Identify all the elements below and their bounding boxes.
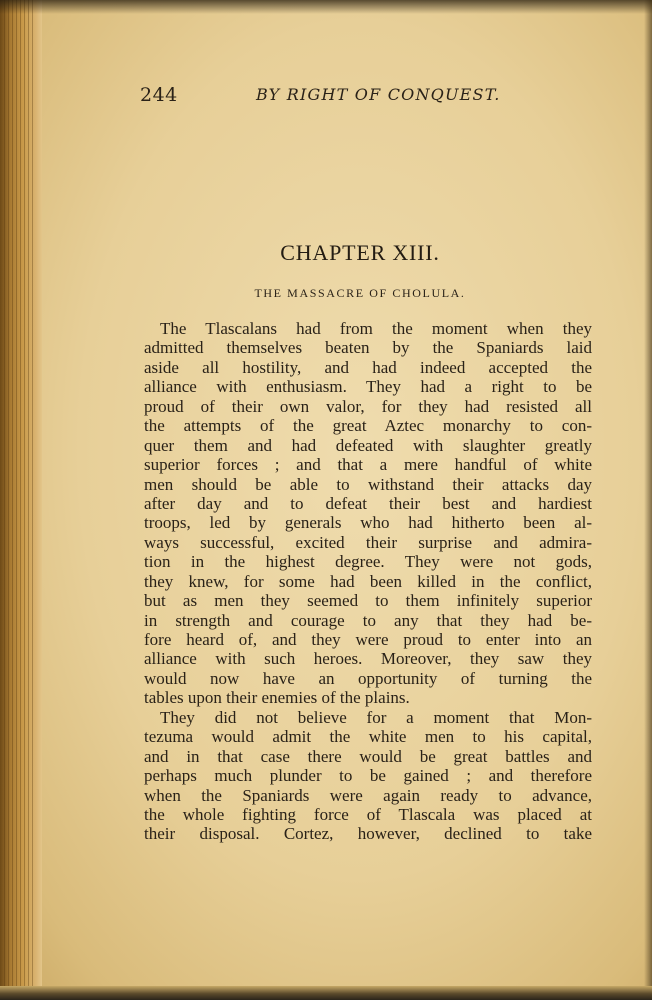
page-header: [140, 84, 501, 108]
right-page-edge: [644, 0, 652, 1000]
text-line: alliance with enthusiasm. They had a right to be: [144, 377, 592, 397]
text-line: their disposal. Cortez, however, declined to take: [144, 824, 592, 844]
text-line: the attempts of the great Aztec monarchy to con-: [144, 416, 592, 436]
text-line: superior forces ; and that a mere handful of white: [144, 455, 592, 475]
top-shadow: [0, 0, 652, 14]
text-line: The Tlascalans had from the moment when they: [160, 319, 592, 338]
bottom-page-edge: [0, 986, 652, 1000]
text-line: men should be able to withstand their attacks day: [144, 474, 592, 494]
text-line: admitted themselves beaten by the Spaniards laid: [144, 338, 592, 358]
text-line: tables upon their enemies of the plains.: [144, 688, 410, 708]
text-line: They did not believe for a moment that Mon-: [160, 707, 592, 727]
text-line: and in that case there would be great battles and: [144, 746, 592, 766]
text-line: they knew, for some had been killed in the conflict,: [144, 571, 592, 591]
text-line: when the Spaniards were again ready to advance,: [144, 785, 592, 805]
text-line: perhaps much plunder to be gained ; and therefore: [144, 766, 592, 786]
text-line: after day and to defeat their best and hardiest: [144, 493, 592, 513]
text-line: tezuma would admit the white men to his capital,: [144, 727, 592, 747]
book-spine: [0, 0, 42, 1000]
text-line: aside all hostility, and had indeed accepted the: [144, 357, 592, 377]
text-line: ways successful, excited their surprise and admira-: [144, 532, 592, 552]
page-number: 244: [140, 84, 178, 106]
body-text: [144, 319, 592, 844]
text-line: the whole fighting force of Tlascala was placed at: [144, 804, 592, 824]
text-line: would now have an opportunity of turning the: [144, 668, 592, 688]
chapter-subtitle: THE MASSACRE OF CHOLULA.: [254, 286, 466, 300]
running-title: BY RIGHT OF CONQUEST.: [256, 85, 501, 104]
text-line: troops, led by generals who had hitherto been al-: [144, 513, 592, 533]
text-line: in strength and courage to any that they had be-: [144, 610, 592, 630]
text-line: fore heard of, and they were proud to enter into an: [144, 630, 592, 649]
text-line: but as men they seemed to them infinitely superior: [144, 591, 592, 611]
text-line: quer them and had defeated with slaughter greatly: [144, 435, 592, 455]
text-line: tion in the highest degree. They were not gods,: [144, 552, 592, 572]
text-line: proud of their own valor, for they had resisted all: [144, 396, 592, 416]
chapter-title: CHAPTER XIII.: [280, 240, 440, 265]
text-line: alliance with such heroes. Moreover, they saw they: [144, 649, 592, 669]
spine-page-edges: [4, 0, 34, 1000]
